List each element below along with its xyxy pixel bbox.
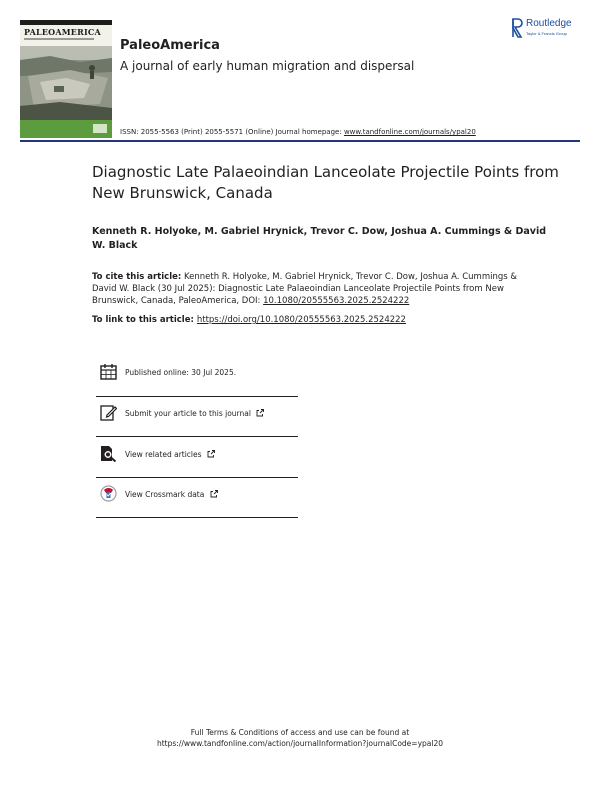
publisher-tagline: Taylor & Francis Group — [526, 31, 567, 36]
links-divider — [96, 477, 298, 478]
journal-cover-thumbnail — [20, 20, 112, 138]
links-divider — [96, 517, 298, 518]
cover-subtitle-line — [24, 38, 94, 40]
links-divider — [96, 396, 298, 397]
links-divider — [96, 436, 298, 437]
calendar-icon — [100, 363, 117, 380]
external-link-icon — [207, 450, 215, 458]
cite-text: Kenneth R. Holyoke, M. Gabriel Hrynick, Trevor C. Dow, Joshua A. Cummings & David W. Black (30 Jul 2025): Diagnostic Late Palaeoindian Lanceolate Projectile Points from New Brunswick, Canada, PaleoAmerica, DOI: — [92, 272, 517, 306]
published-online-text: Published online: 30 Jul 2025. — [125, 368, 237, 377]
article-authors: Kenneth R. Holyoke, M. Gabriel Hrynick, Trevor C. Dow, Joshua A. Cummings & David W. Black — [92, 226, 547, 251]
footer-terms-text: Full Terms & Conditions of access and use can be found at — [190, 728, 410, 737]
related-articles-label[interactable] — [125, 450, 215, 459]
cover-title: PALEOAMERICA — [24, 27, 101, 37]
article-title: Diagnostic Late Palaeoindian Lanceolate Projectile Points from New Brunswick, Canada — [92, 163, 559, 202]
related-articles-text: View related articles — [125, 450, 202, 459]
issn-text: ISSN: 2055-5563 (Print) 2055-5571 (Online) Journal homepage: — [120, 128, 344, 136]
article-link-block — [92, 314, 522, 326]
footer — [0, 727, 600, 749]
cite-doi-link[interactable]: 10.1080/20555563.2025.2524222 — [263, 296, 410, 306]
article-doi-link[interactable]: https://doi.org/10.1080/20555563.2025.2524222 — [196, 315, 406, 325]
cover-excavation-photo — [20, 46, 112, 120]
citation-block — [92, 271, 522, 307]
crossmark-text: View Crossmark data — [125, 490, 205, 499]
header-divider — [20, 140, 580, 142]
footer-terms-link[interactable]: https://www.tandfonline.com/action/journalInformation?journalCode=ypal20 — [156, 739, 443, 748]
journal-homepage-link[interactable]: www.tandfonline.com/journals/ypal20 — [343, 128, 476, 136]
edit-document-icon — [100, 404, 117, 421]
external-link-icon — [210, 490, 218, 498]
crossmark-icon — [100, 485, 117, 502]
cover-publisher-logo — [93, 124, 107, 133]
submit-article-text: Submit your article to this journal — [125, 409, 251, 418]
journal-subtitle: A journal of early human migration and dispersal — [120, 59, 415, 73]
routledge-r-icon — [511, 18, 523, 38]
journal-title: PaleoAmerica — [120, 38, 220, 53]
publisher-logo[interactable] — [511, 18, 591, 40]
related-articles-icon — [100, 445, 117, 462]
link-label: To link to this article: — [92, 315, 197, 325]
cover-top-bar — [20, 20, 112, 25]
submit-article-label[interactable] — [125, 409, 264, 418]
publisher-name: Routledge — [526, 18, 572, 29]
cite-label: To cite this article: — [92, 272, 182, 282]
crossmark-label[interactable] — [125, 490, 218, 499]
issn-line — [120, 128, 476, 136]
external-link-icon — [256, 409, 264, 417]
